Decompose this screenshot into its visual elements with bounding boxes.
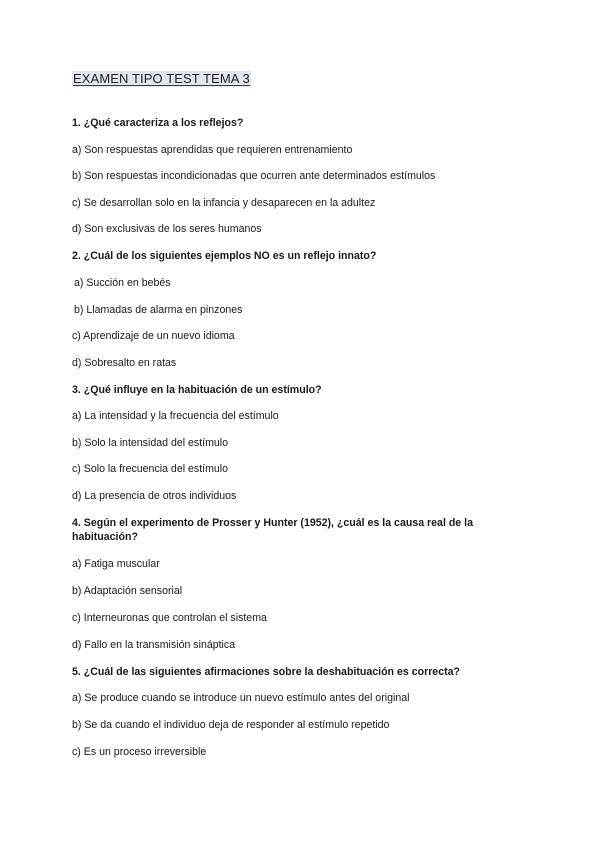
question-4-option-b: b) Adaptación sensorial	[72, 585, 183, 597]
question-4-option-d: d) Fallo en la transmisión sináptica	[72, 639, 236, 651]
question-2-option-b: b) Llamadas de alarma en pinzones	[74, 304, 243, 316]
question-2-option-d: d) Sobresalto en ratas	[72, 357, 177, 369]
question-1: 1. ¿Qué caracteriza a los reflejos?	[72, 117, 244, 129]
question-5-option-b: b) Se da cuando el individuo deja de responder al estímulo repetido	[72, 719, 390, 731]
question-4: 4. Según el experimento de Prosser y Hunter (1952), ¿cuál es la causa real de la habituación?	[72, 517, 473, 543]
document-title: EXAMEN TIPO TEST TEMA 3	[73, 71, 250, 86]
question-2: 2. ¿Cuál de los siguientes ejemplos NO es un reflejo innato?	[72, 250, 377, 262]
question-5: 5. ¿Cuál de las siguientes afirmaciones sobre la deshabituación es correcta?	[72, 666, 460, 678]
question-3: 3. ¿Qué influye en la habituación de un estímulo?	[72, 384, 322, 396]
question-3-option-a: a) La intensidad y la frecuencia del estímulo	[72, 410, 279, 422]
question-3-option-c: c) Solo la frecuencia del estímulo	[72, 463, 229, 475]
question-3-option-b: b) Solo la intensidad del estímulo	[72, 437, 229, 449]
question-4-option-c: c) Interneuronas que controlan el sistema	[72, 612, 267, 624]
question-2-option-c: c) Aprendizaje de un nuevo idioma	[72, 330, 235, 342]
question-5-option-c: c) Es un proceso irreversible	[72, 746, 207, 758]
question-1-option-a: a) Son respuestas aprendidas que requieren entrenamiento	[72, 144, 353, 156]
question-5-option-a: a) Se produce cuando se introduce un nuevo estímulo antes del original	[72, 692, 410, 704]
question-2-option-a: a) Succión en bebés	[74, 277, 171, 289]
question-1-option-c: c) Se desarrollan solo en la infancia y desaparecen en la adultez	[72, 197, 376, 209]
question-4-option-a: a) Fatiga muscular	[72, 558, 160, 570]
question-1-option-d: d) Son exclusivas de los seres humanos	[72, 223, 262, 235]
question-1-option-b: b) Son respuestas incondicionadas que ocurren ante determinados estímulos	[72, 170, 436, 182]
question-3-option-d: d) La presencia de otros individuos	[72, 490, 237, 502]
